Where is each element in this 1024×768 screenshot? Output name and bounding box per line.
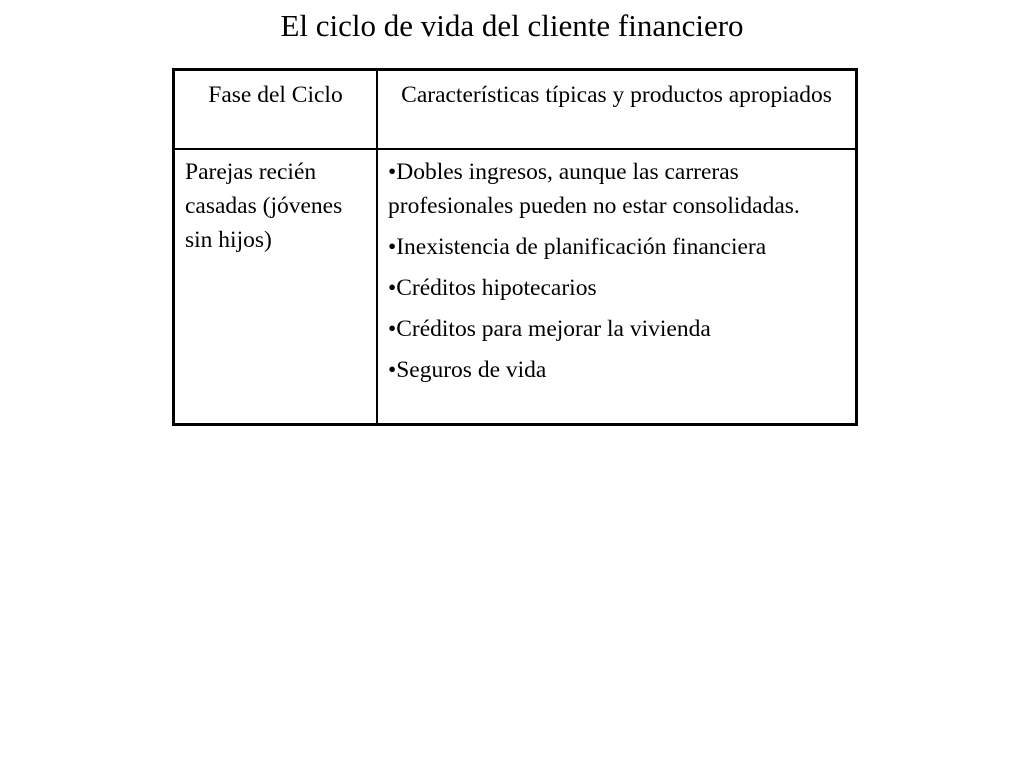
list-item: •Dobles ingresos, aunque las carreras profesionales pueden no estar consolidadas. — [388, 159, 800, 219]
table-header-row — [175, 71, 855, 149]
list-item: •Inexistencia de planificación financiera — [388, 234, 767, 260]
phase-cell: Parejas recién casadas (jóvenes sin hijos) — [175, 149, 377, 423]
table-row — [175, 149, 855, 423]
list-item: •Créditos para mejorar la vivienda — [388, 316, 711, 342]
characteristics-list — [388, 155, 845, 387]
lifecycle-table — [172, 68, 858, 426]
list-item: •Créditos hipotecarios — [388, 275, 597, 301]
column-header-characteristics: Características típicas y productos apropiados — [377, 71, 855, 149]
characteristics-cell — [377, 149, 855, 423]
column-header-phase: Fase del Ciclo — [175, 71, 377, 149]
page-title: El ciclo de vida del cliente financiero — [280, 8, 744, 43]
list-item: •Seguros de vida — [388, 357, 547, 383]
